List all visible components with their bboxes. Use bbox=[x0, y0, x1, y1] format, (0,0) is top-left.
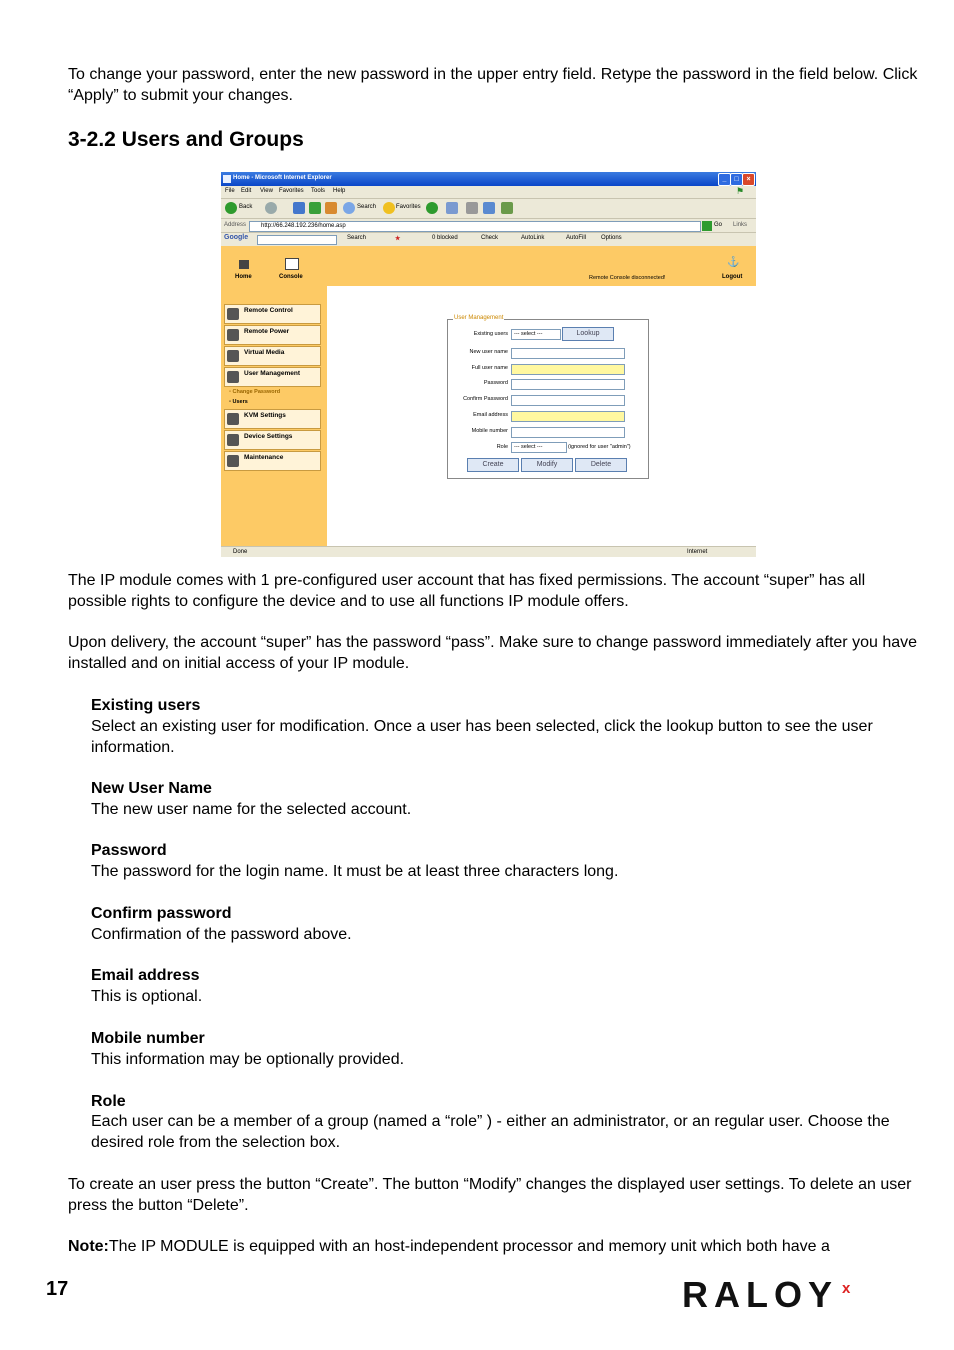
paragraph-preconfigured: The IP module comes with 1 pre-configured user account that has fixed permissions. The account “super” has all possible rights to configure the device and to use all functions IP module offers. bbox=[68, 572, 866, 610]
nav-logout[interactable]: Logout bbox=[722, 274, 743, 280]
google-search-input[interactable] bbox=[257, 235, 337, 245]
menu-view[interactable]: View bbox=[260, 188, 273, 194]
new-badge-icon: ★ bbox=[395, 236, 401, 242]
history-icon[interactable] bbox=[426, 202, 438, 214]
status-done: Done bbox=[233, 549, 248, 555]
desc-mobile-number: This information may be optionally provided. bbox=[91, 1051, 405, 1068]
header-band bbox=[221, 246, 756, 286]
sidebar-item-label: User Management bbox=[244, 370, 300, 377]
links-button[interactable]: Links bbox=[733, 222, 748, 228]
autofill-button[interactable]: AutoFill bbox=[566, 235, 587, 241]
email-address-label: Email address bbox=[473, 412, 508, 418]
confirm-password-field[interactable] bbox=[511, 395, 625, 406]
term-role: Role bbox=[91, 1093, 126, 1110]
logo-text: RALOY bbox=[682, 1276, 838, 1312]
desc-existing-users: Select an existing user for modification. Once a user has been selected, click the lookup button to see the user information. bbox=[91, 718, 873, 756]
existing-users-label: Existing users bbox=[473, 331, 508, 337]
autolink-button[interactable]: AutoLink bbox=[521, 235, 545, 241]
lookup-button[interactable]: Lookup bbox=[562, 327, 614, 341]
desc-password: The password for the login name. It must be at least three characters long. bbox=[91, 863, 619, 880]
sidebar-item-label: KVM Settings bbox=[244, 412, 286, 419]
search-button[interactable]: Search bbox=[357, 204, 377, 210]
new-user-name-label: New user name bbox=[469, 349, 508, 355]
minimize-icon[interactable]: _ bbox=[718, 173, 731, 186]
role-select[interactable] bbox=[511, 442, 567, 453]
sidebar-item-label: Remote Power bbox=[244, 328, 290, 335]
favorites-button[interactable]: Favorites bbox=[396, 204, 421, 210]
remote-control-icon bbox=[227, 308, 239, 320]
menu-file[interactable]: File bbox=[225, 188, 235, 194]
note-paragraph bbox=[68, 1236, 918, 1257]
popup-blocked[interactable]: 0 blocked bbox=[432, 235, 458, 241]
nav-home[interactable]: Home bbox=[235, 274, 252, 280]
tools-icon bbox=[227, 455, 239, 467]
power-icon bbox=[227, 329, 239, 341]
search-icon[interactable] bbox=[343, 202, 355, 214]
paragraph-default-password: Upon delivery, the account “super” has the password “pass”. Make sure to change password immediately after you have installed and on initial access of your IP module. bbox=[68, 634, 918, 672]
address-label: Address bbox=[224, 222, 247, 228]
google-toolbar bbox=[221, 232, 756, 247]
mail-icon[interactable] bbox=[446, 202, 458, 214]
google-logo: Google bbox=[224, 234, 249, 241]
confirm-password-label: Confirm Password bbox=[463, 396, 508, 402]
term-new-user-name: New User Name bbox=[91, 780, 212, 797]
intro-paragraph: To change your password, enter the new password in the upper entry field. Retype the password in the field below. Click “Apply” to submit your changes. bbox=[68, 66, 918, 104]
windows-logo-icon: ⚑ bbox=[736, 186, 745, 196]
go-icon[interactable] bbox=[702, 221, 712, 231]
home-icon[interactable] bbox=[325, 202, 337, 214]
console-icon[interactable] bbox=[285, 258, 299, 270]
check-button[interactable]: Check bbox=[481, 235, 499, 241]
term-existing-users: Existing users bbox=[91, 697, 201, 714]
stop-icon[interactable] bbox=[293, 202, 305, 214]
desc-new-user-name: The new user name for the selected account. bbox=[91, 801, 412, 818]
anchor-icon[interactable]: ⚓ bbox=[727, 257, 740, 268]
mobile-number-field[interactable] bbox=[511, 427, 625, 438]
sidebar-item-kvm-settings[interactable] bbox=[224, 409, 321, 429]
role-value: --- select --- bbox=[514, 444, 543, 450]
full-user-name-label: Full user name bbox=[471, 365, 508, 371]
submenu-label: Users bbox=[232, 399, 248, 405]
sidebar-item-label: Virtual Media bbox=[244, 349, 285, 356]
menu-tools[interactable]: Tools bbox=[311, 188, 326, 194]
header-curve bbox=[327, 286, 387, 326]
menu-edit[interactable]: Edit bbox=[241, 188, 252, 194]
existing-users-select[interactable] bbox=[511, 329, 561, 340]
page-number: 17 bbox=[46, 1278, 69, 1300]
device-icon bbox=[227, 434, 239, 446]
messenger-icon[interactable] bbox=[501, 202, 513, 214]
sidebar-item-user-management[interactable] bbox=[224, 367, 321, 387]
sidebar bbox=[221, 286, 327, 546]
submenu-change-password[interactable]: ▫ Change Password bbox=[229, 389, 281, 395]
create-button[interactable]: Create bbox=[467, 458, 519, 472]
refresh-icon[interactable] bbox=[309, 202, 321, 214]
back-icon[interactable] bbox=[225, 202, 237, 214]
status-zone: Internet bbox=[687, 549, 708, 555]
note-label: Note: bbox=[68, 1238, 109, 1255]
password-field[interactable] bbox=[511, 379, 625, 390]
full-user-name-field[interactable] bbox=[511, 364, 625, 375]
menu-favorites[interactable]: Favorites bbox=[279, 188, 304, 194]
role-label: Role bbox=[496, 444, 508, 450]
password-label: Password bbox=[483, 380, 508, 386]
menu-help[interactable]: Help bbox=[333, 188, 346, 194]
sidebar-item-label: Remote Control bbox=[244, 307, 293, 314]
close-icon[interactable]: × bbox=[742, 173, 755, 186]
address-url: http://66.248.192.236/home.asp bbox=[261, 223, 346, 229]
section-heading: 3-2.2 Users and Groups bbox=[68, 128, 304, 151]
options-button[interactable]: Options bbox=[601, 235, 622, 241]
remote-console-status: Remote Console disconnected! bbox=[589, 275, 666, 281]
paragraph-buttons: To create an user press the button “Create”. The button “Modify” changes the displayed user settings. To delete an user press the button “Delete”. bbox=[68, 1176, 912, 1214]
delete-button[interactable]: Delete bbox=[575, 458, 627, 472]
go-button[interactable]: Go bbox=[714, 222, 723, 228]
address-bar bbox=[221, 218, 756, 233]
sidebar-item-label: Device Settings bbox=[244, 433, 293, 440]
role-note: (ignored for user "admin") bbox=[568, 444, 631, 450]
sidebar-item-maintenance[interactable] bbox=[224, 451, 321, 471]
users-icon bbox=[227, 371, 239, 383]
new-user-name-field[interactable] bbox=[511, 348, 625, 359]
status-bar bbox=[221, 546, 756, 557]
virtual-media-icon bbox=[227, 350, 239, 362]
maximize-icon[interactable]: □ bbox=[730, 173, 743, 186]
sidebar-item-label: Maintenance bbox=[244, 454, 284, 461]
sidebar-item-device-settings[interactable] bbox=[224, 430, 321, 450]
modify-button[interactable]: Modify bbox=[521, 458, 573, 472]
term-password: Password bbox=[91, 842, 167, 859]
desc-role: Each user can be a member of a group (named a “role” ) - either an administrator, or an regular user. Choose the desired role from the selection box. bbox=[91, 1113, 890, 1151]
address-field[interactable] bbox=[249, 221, 701, 232]
mobile-number-label: Mobile number bbox=[471, 428, 508, 434]
sidebar-item-virtual-media[interactable] bbox=[224, 346, 321, 366]
term-confirm-password: Confirm password bbox=[91, 905, 232, 922]
favorites-icon[interactable] bbox=[383, 202, 395, 214]
raloy-logo bbox=[680, 1276, 910, 1312]
note-text: The IP MODULE is equipped with an host-independent processor and memory unit which both have a bbox=[108, 1238, 830, 1255]
menu-bar bbox=[221, 186, 756, 198]
term-email-address: Email address bbox=[91, 967, 200, 984]
browser-screenshot bbox=[221, 172, 756, 557]
browser-toolbar bbox=[221, 198, 756, 219]
sidebar-item-remote-power[interactable] bbox=[224, 325, 321, 345]
window-titlebar bbox=[221, 172, 756, 186]
user-management-legend: User Management bbox=[454, 315, 504, 321]
existing-users-value: --- select --- bbox=[514, 331, 543, 337]
nav-console[interactable]: Console bbox=[279, 274, 303, 280]
sidebar-item-remote-control[interactable] bbox=[224, 304, 321, 324]
desc-email-address: This is optional. bbox=[91, 988, 203, 1005]
logo-x-mark: x bbox=[842, 1280, 851, 1297]
submenu-label: Change Password bbox=[232, 389, 281, 395]
back-button[interactable]: Back bbox=[239, 204, 253, 210]
forward-icon[interactable] bbox=[265, 202, 277, 214]
print-icon[interactable] bbox=[466, 202, 478, 214]
submenu-users[interactable]: ▫ Users bbox=[229, 399, 248, 405]
window-title: Home - Microsoft Internet Explorer bbox=[233, 175, 332, 181]
edit-icon[interactable] bbox=[483, 202, 495, 214]
email-address-field[interactable] bbox=[511, 411, 625, 422]
desc-confirm-password: Confirmation of the password above. bbox=[91, 926, 352, 943]
google-search-button[interactable]: Search bbox=[347, 235, 367, 241]
home-nav-icon[interactable] bbox=[239, 260, 249, 269]
kvm-icon bbox=[227, 413, 239, 425]
ie-page-icon bbox=[223, 175, 231, 183]
term-mobile-number: Mobile number bbox=[91, 1030, 205, 1047]
